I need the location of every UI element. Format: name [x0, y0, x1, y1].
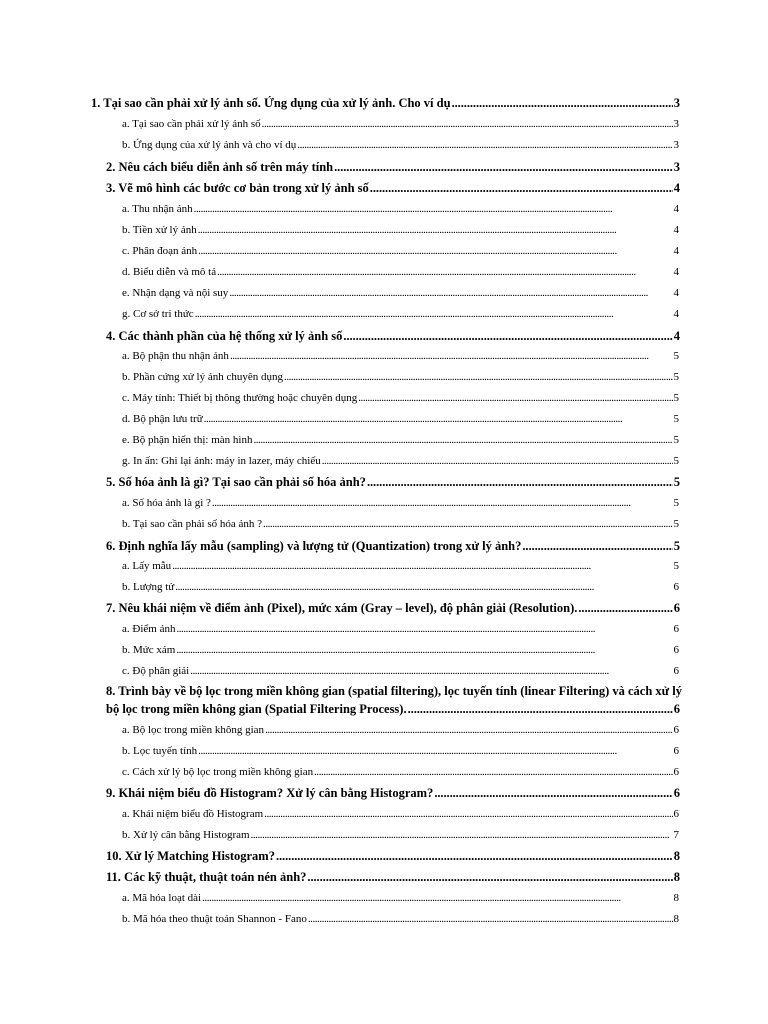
toc-entry-3[interactable]: 3. Vẽ mô hình các bước cơ bản trong xử lý ảnh số . . . 4 — [0, 181, 768, 196]
toc-entry-2[interactable]: 2. Nêu cách biểu diễn ảnh số trên máy tính . . . 3 — [0, 160, 768, 175]
toc-entry-3c[interactable]: c. Phân đoạn ảnh . . . 4 — [0, 245, 768, 257]
toc-entry-3b[interactable]: b. Tiền xử lý ảnh . . . 4 — [0, 224, 768, 236]
toc-entry-8b[interactable]: b. Lọc tuyến tính . . . 6 — [0, 745, 768, 757]
toc-entry-8a[interactable]: a. Bộ lọc trong miền không gian . . . 6 — [0, 724, 768, 736]
toc-entry-1a[interactable]: a. Tại sao cần phải xử lý ảnh số . . . 3 — [0, 118, 768, 130]
toc-entry-7c[interactable]: c. Độ phân giải . . . 6 — [0, 665, 768, 677]
toc-entry-9[interactable]: 9. Khái niệm biểu đồ Histogram? Xử lý cân bằng Histogram? . . . 6 — [0, 786, 768, 801]
toc-entry-3d[interactable]: d. Biểu diễn và mô tả . . . 4 — [0, 266, 768, 278]
toc-entry-4a[interactable]: a. Bộ phận thu nhận ảnh . . . 5 — [0, 350, 768, 362]
toc-entry-7b[interactable]: b. Mức xám . . . 6 — [0, 644, 768, 656]
toc-entry-9b[interactable]: b. Xử lý cân bằng Histogram . . . 7 — [0, 829, 768, 841]
toc-entry-10[interactable]: 10. Xử lý Matching Histogram? . . . 8 — [0, 849, 768, 864]
toc-entry-5b[interactable]: b. Tại sao cần phải số hóa ảnh ? . . . 5 — [0, 518, 768, 530]
toc-entry-5[interactable]: 5. Số hóa ảnh là gì? Tại sao cần phải số hóa ảnh? . . . 5 — [0, 475, 768, 490]
toc-entry-8-line1[interactable]: 8. Trình bày về bộ lọc trong miền không gian (spatial filtering), lọc tuyến tính (linear Filtering) và cách xử lý — [106, 684, 683, 698]
toc-entry-3e[interactable]: e. Nhận dạng và nội suy . . . 4 — [0, 287, 768, 299]
toc-entry-7[interactable]: 7. Nêu khái niệm về điểm ảnh (Pixel), mức xám (Gray – level), độ phân giải (Resolution). . . . 6 — [0, 601, 768, 616]
toc-entry-9a[interactable]: a. Khái niệm biểu đồ Histogram . . . 6 — [0, 808, 768, 820]
toc-entry-4g[interactable]: g. In ấn: Ghi lại ảnh: máy in lazer, máy chiếu . . . 5 — [0, 455, 768, 467]
toc-entry-11a[interactable]: a. Mã hóa loạt dài . . . 8 — [0, 892, 768, 904]
toc-entry-4e[interactable]: e. Bộ phận hiển thị: màn hình . . . 5 — [0, 434, 768, 446]
toc-entry-4c[interactable]: c. Máy tính: Thiết bị thông thường hoặc chuyên dụng . . . 5 — [0, 392, 768, 404]
toc-entry-11[interactable]: 11. Các kỹ thuật, thuật toán nén ảnh? . . . 8 — [0, 870, 768, 885]
toc-entry-4[interactable]: 4. Các thành phần của hệ thống xử lý ảnh số . . . 4 — [0, 329, 768, 344]
toc-entry-8c[interactable]: c. Cách xử lý bộ lọc trong miền không gian . . . 6 — [0, 766, 768, 778]
toc-entry-4b[interactable]: b. Phần cứng xử lý ảnh chuyên dụng . . . 5 — [0, 371, 768, 383]
toc-entry-3a[interactable]: a. Thu nhận ảnh . . . 4 — [0, 203, 768, 215]
toc-entry-1b[interactable]: b. Ứng dụng của xử lý ảnh và cho ví dụ . . . 3 — [0, 139, 768, 151]
toc-entry-1[interactable]: 1. Tại sao cần phải xử lý ảnh số. Ứng dụng của xử lý ảnh. Cho ví dụ . . . 3 — [0, 96, 768, 111]
toc-entry-4d[interactable]: d. Bộ phận lưu trữ . . . 5 — [0, 413, 768, 425]
toc-entry-7a[interactable]: a. Điểm ảnh . . . 6 — [0, 623, 768, 635]
toc-entry-3g[interactable]: g. Cơ sở tri thức . . . 4 — [0, 308, 768, 320]
toc-entry-5a[interactable]: a. Số hóa ảnh là gì ? . . . 5 — [0, 497, 768, 509]
toc-entry-11b[interactable]: b. Mã hóa theo thuật toán Shannon - Fano . . . 8 — [0, 913, 768, 925]
toc-entry-8[interactable]: bộ lọc trong miền không gian (Spatial Filtering Process). . . . 6 — [0, 702, 768, 717]
toc-entry-6a[interactable]: a. Lấy mẫu . . . 5 — [0, 560, 768, 572]
toc-entry-6b[interactable]: b. Lượng tử . . . 6 — [0, 581, 768, 593]
toc-entry-6[interactable]: 6. Định nghĩa lấy mẫu (sampling) và lượng tử (Quantization) trong xử lý ảnh? . . . 5 — [0, 539, 768, 554]
